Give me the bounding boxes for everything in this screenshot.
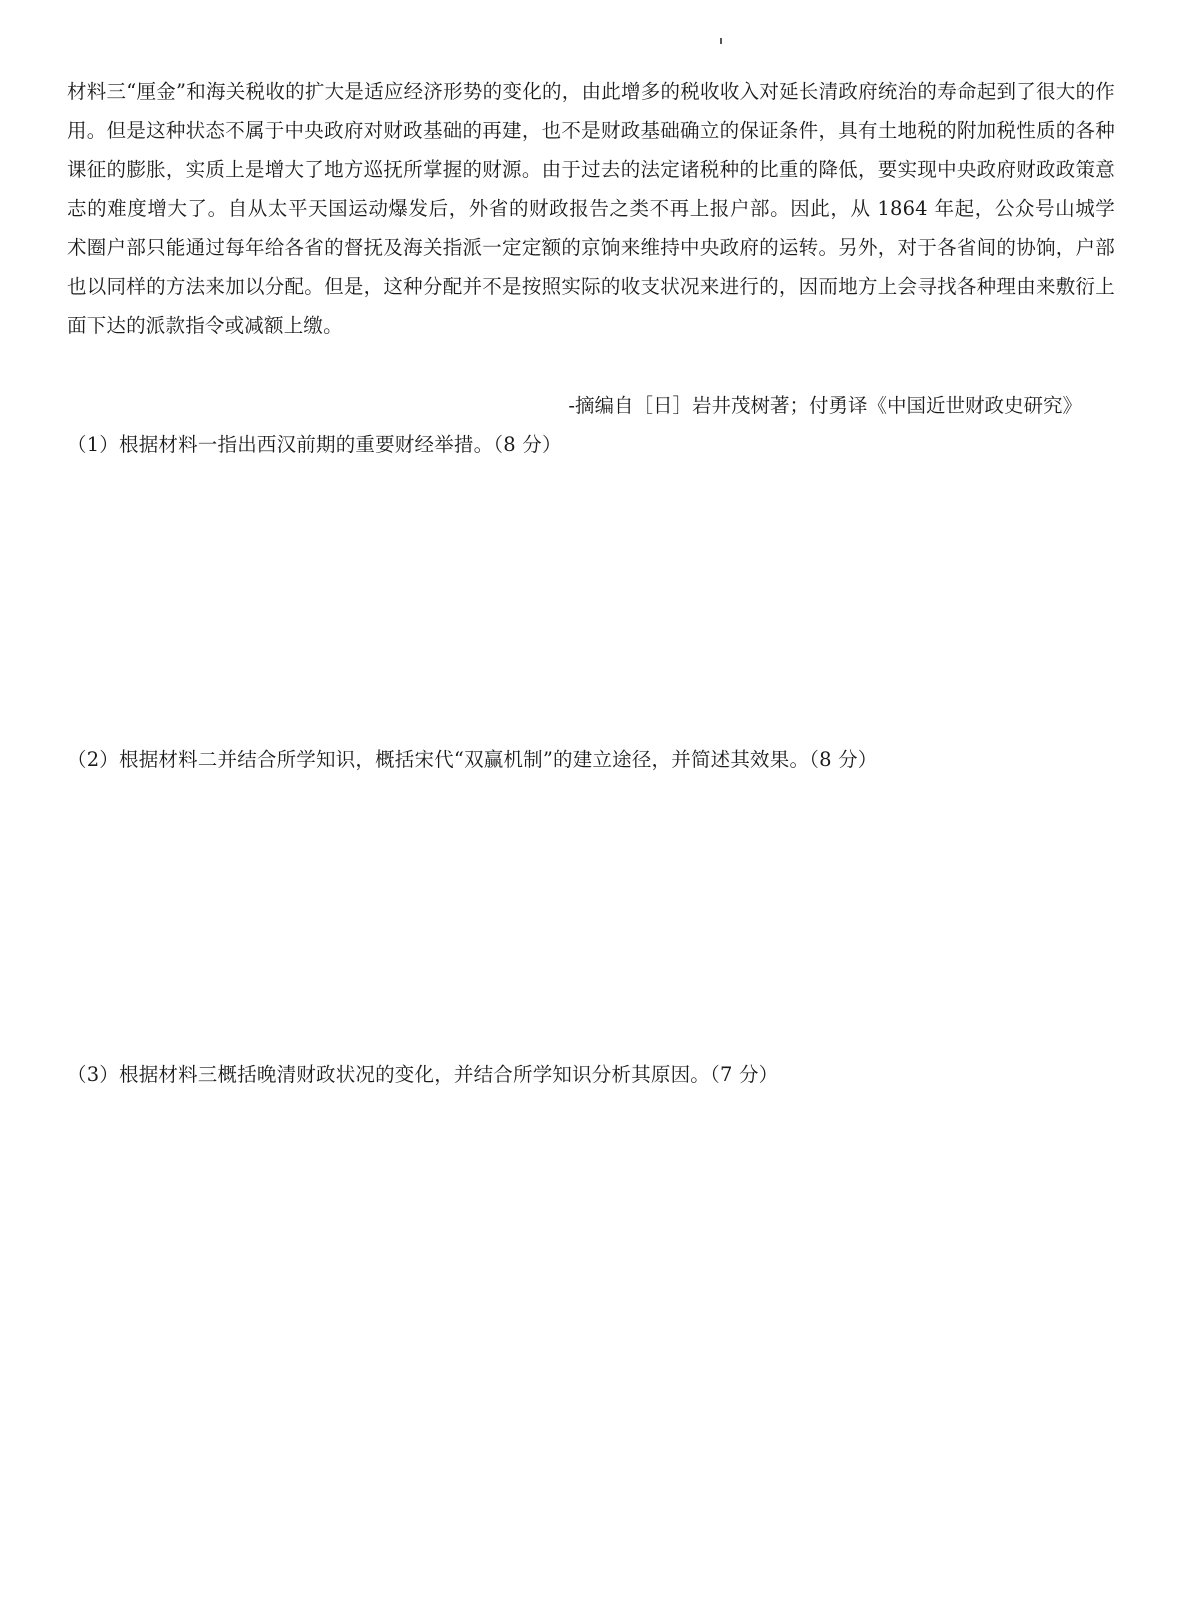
material-three-source: -摘编自［日］岩井茂树著；付勇译《中国近世财政史研究》 [568, 394, 1082, 417]
page-top-mark [720, 38, 722, 44]
material-three-text: 材料三“厘金”和海关税收的扩大是适应经济形势的变化的，由此增多的税收收入对延长清政府统治的寿命起到了很大的作用。但是这种状态不属于中央政府对财政基础的再建，也不是财政基础确立的保证条件，具有土地税的附加税性质的各种课征的膨胀，实质上是增大了地方巡抚所掌握的财源。由于过去的法定诸税种的比重的降低，要实现中央政府财政政策意志的难度增大了。自从太平天国运动爆发后，外省的财政报告之类不再上报户部。因此，从 1864 年起，公众号山城学术圈户部只能通过每年给各省的督抚及海关指派一定定额的京饷来维持中央政府的运转。另外，对于各省间的协饷，户部也以同样的方法来加以分配。但是，这种分配并不是按照实际的收支状况来进行的，因而地方上会寻找各种理由来敷衍上面下达的派款指令或减额上缴。 [67, 80, 1115, 337]
question-1: （1）根据材料一指出西汉前期的重要财经举措。（8 分） [67, 433, 562, 456]
answer-space-3[interactable] [67, 1100, 1115, 1560]
material-three-passage [67, 72, 1115, 345]
question-2: （2）根据材料二并结合所学知识，概括宋代“双赢机制”的建立途径，并简述其效果。（8 分） [67, 748, 878, 771]
answer-space-1[interactable] [67, 470, 1115, 730]
answer-space-2[interactable] [67, 785, 1115, 1045]
question-3: （3）根据材料三概括晚清财政状况的变化，并结合所学知识分析其原因。（7 分） [67, 1063, 779, 1086]
